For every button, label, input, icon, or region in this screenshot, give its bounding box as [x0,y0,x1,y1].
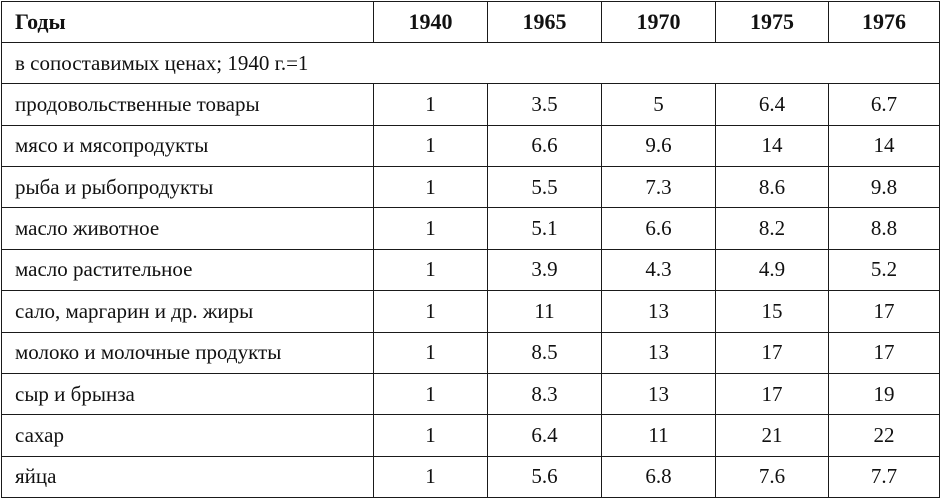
row-value: 13 [602,291,716,332]
subheader-row [2,43,940,84]
row-value: 14 [829,125,940,166]
row-value: 8.6 [716,167,829,208]
row-value: 8.5 [488,332,602,373]
row-value: 6.6 [602,208,716,249]
table-row [2,373,940,414]
table-row [2,456,940,497]
row-value: 6.6 [488,125,602,166]
row-value: 8.2 [716,208,829,249]
row-value: 1 [374,291,488,332]
row-label: рыба и рыбопродукты [2,167,374,208]
row-value: 17 [716,373,829,414]
table-row [2,415,940,456]
row-value: 1 [374,415,488,456]
table-row [2,249,940,290]
row-value: 5.6 [488,456,602,497]
row-value: 4.9 [716,249,829,290]
row-value: 5.1 [488,208,602,249]
row-value: 6.8 [602,456,716,497]
row-label: масло животное [2,208,374,249]
row-value: 6.4 [488,415,602,456]
row-value: 14 [716,125,829,166]
row-value: 5 [602,84,716,125]
row-value: 9.8 [829,167,940,208]
row-value: 4.3 [602,249,716,290]
row-value: 1 [374,167,488,208]
row-value: 17 [829,291,940,332]
row-value: 7.7 [829,456,940,497]
row-value: 21 [716,415,829,456]
row-value: 3.9 [488,249,602,290]
row-value: 1 [374,249,488,290]
row-value: 6.7 [829,84,940,125]
row-value: 1 [374,84,488,125]
table-row [2,332,940,373]
row-value: 1 [374,208,488,249]
row-value: 11 [488,291,602,332]
row-value: 9.6 [602,125,716,166]
row-label: яйца [2,456,374,497]
subheader-cell: в сопоставимых ценах; 1940 г.=1 [2,43,940,84]
row-value: 8.8 [829,208,940,249]
header-year: 1970 [602,2,716,43]
data-table [1,1,940,498]
row-value: 6.4 [716,84,829,125]
row-label: мясо и мясопродукты [2,125,374,166]
row-value: 7.3 [602,167,716,208]
row-value: 22 [829,415,940,456]
row-value: 1 [374,456,488,497]
table-row [2,291,940,332]
row-label: сахар [2,415,374,456]
header-year: 1940 [374,2,488,43]
row-label: сало, маргарин и др. жиры [2,291,374,332]
row-value: 17 [716,332,829,373]
row-value: 5.5 [488,167,602,208]
row-value: 13 [602,332,716,373]
table-row [2,84,940,125]
row-label: сыр и брынза [2,373,374,414]
row-value: 5.2 [829,249,940,290]
row-label: продовольственные товары [2,84,374,125]
row-value: 15 [716,291,829,332]
table-row [2,125,940,166]
row-value: 1 [374,332,488,373]
row-value: 1 [374,125,488,166]
row-value: 1 [374,373,488,414]
row-value: 7.6 [716,456,829,497]
table-row [2,167,940,208]
row-label: молоко и молочные продукты [2,332,374,373]
row-value: 13 [602,373,716,414]
header-year: 1976 [829,2,940,43]
row-value: 3.5 [488,84,602,125]
header-year: 1975 [716,2,829,43]
table-row [2,208,940,249]
header-year: 1965 [488,2,602,43]
header-label: Годы [2,2,374,43]
row-value: 17 [829,332,940,373]
row-value: 8.3 [488,373,602,414]
header-row [2,2,940,43]
row-value: 19 [829,373,940,414]
row-value: 11 [602,415,716,456]
row-label: масло растительное [2,249,374,290]
